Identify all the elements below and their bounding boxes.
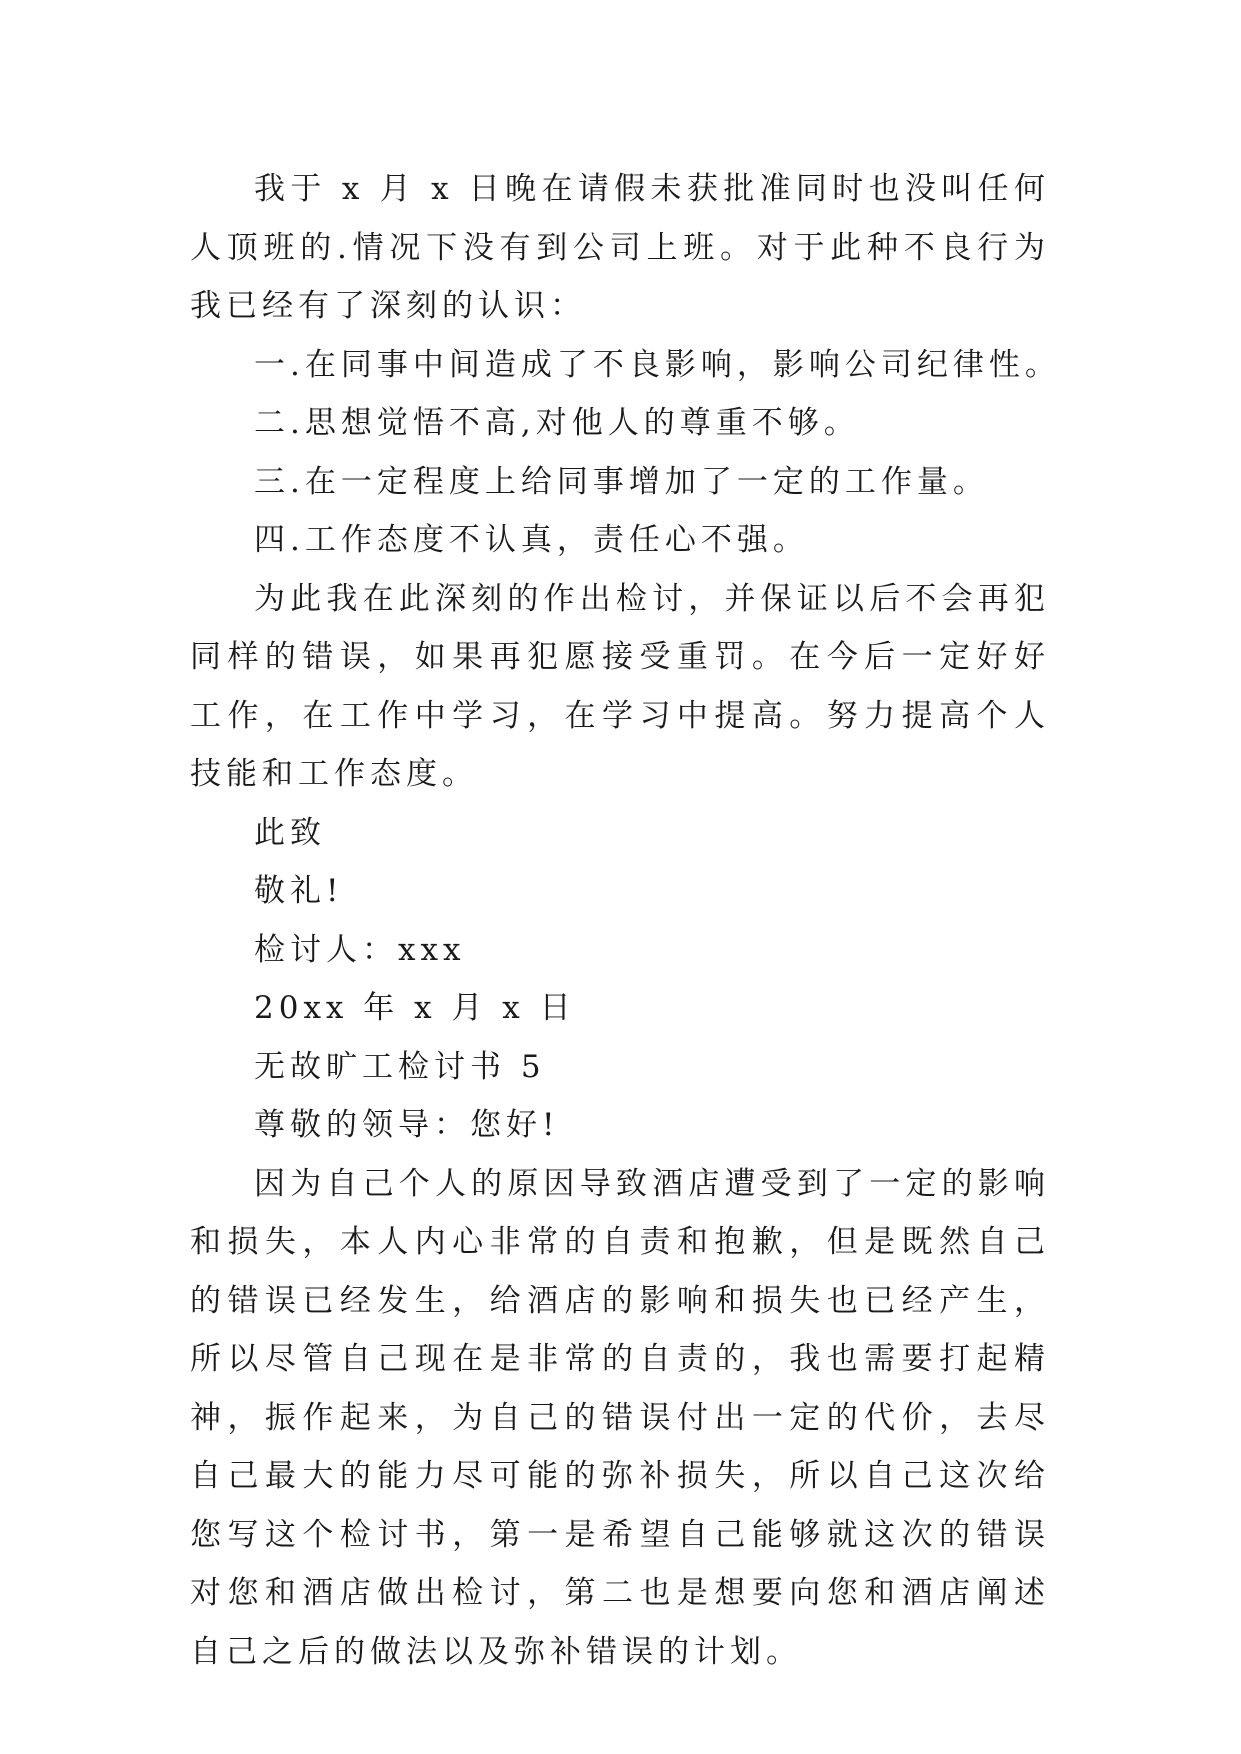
closing-text: 此致	[254, 814, 326, 851]
date-line: 20xx 年 x 月 x 日	[254, 990, 576, 1026]
document-page	[190, 160, 1061, 1681]
signer-line: 检讨人：xxx	[254, 931, 466, 968]
salute-text: 敬礼!	[254, 873, 344, 909]
point-two: 二.思想觉悟不高,对他人的尊重不够。	[254, 405, 860, 441]
point-three: 三.在一定程度上给同事增加了一定的工作量。	[254, 463, 989, 500]
apology-paragraph: 因为自己个人的原因导致酒店遭受到了一定的影响和损失，本人内心非常的自责和抱歉，但是既然自己的错误已经发生，给酒店的影响和损失也已经产生，所以尽管自己现在是非常的自责的，我也需要打起精神，振作起来，为自己的错误付出一定的代价，去尽自己最大的能力尽可能的弥补损失，所以自己这次给您写这个检讨书，第一是希望自己能够就这次的错误对您和酒店做出检讨，第二也是想要向您和酒店阐述自己之后的做法以及弥补错误的计划。	[190, 1165, 1050, 1670]
commitment-paragraph: 为此我在此深刻的作出检讨，并保证以后不会再犯同样的错误，如果再犯愿接受重罚。在今后一定好好工作，在工作中学习，在学习中提高。努力提高个人技能和工作态度。	[190, 580, 1050, 792]
greeting-line: 尊敬的领导：您好!	[254, 1107, 560, 1143]
point-one: 一.在同事中间造成了不良影响，影响公司纪律性。	[254, 346, 1061, 383]
point-four: 四.工作态度不认真，责任心不强。	[254, 522, 809, 558]
intro-paragraph: 我于 x 月 x 日晚在请假未获批准同时也没叫任何人顶班的.情况下没有到公司上班。对于此种不良行为我已经有了深刻的认识：	[190, 171, 1050, 324]
next-letter-title: 无故旷工检讨书 5	[254, 1048, 546, 1085]
